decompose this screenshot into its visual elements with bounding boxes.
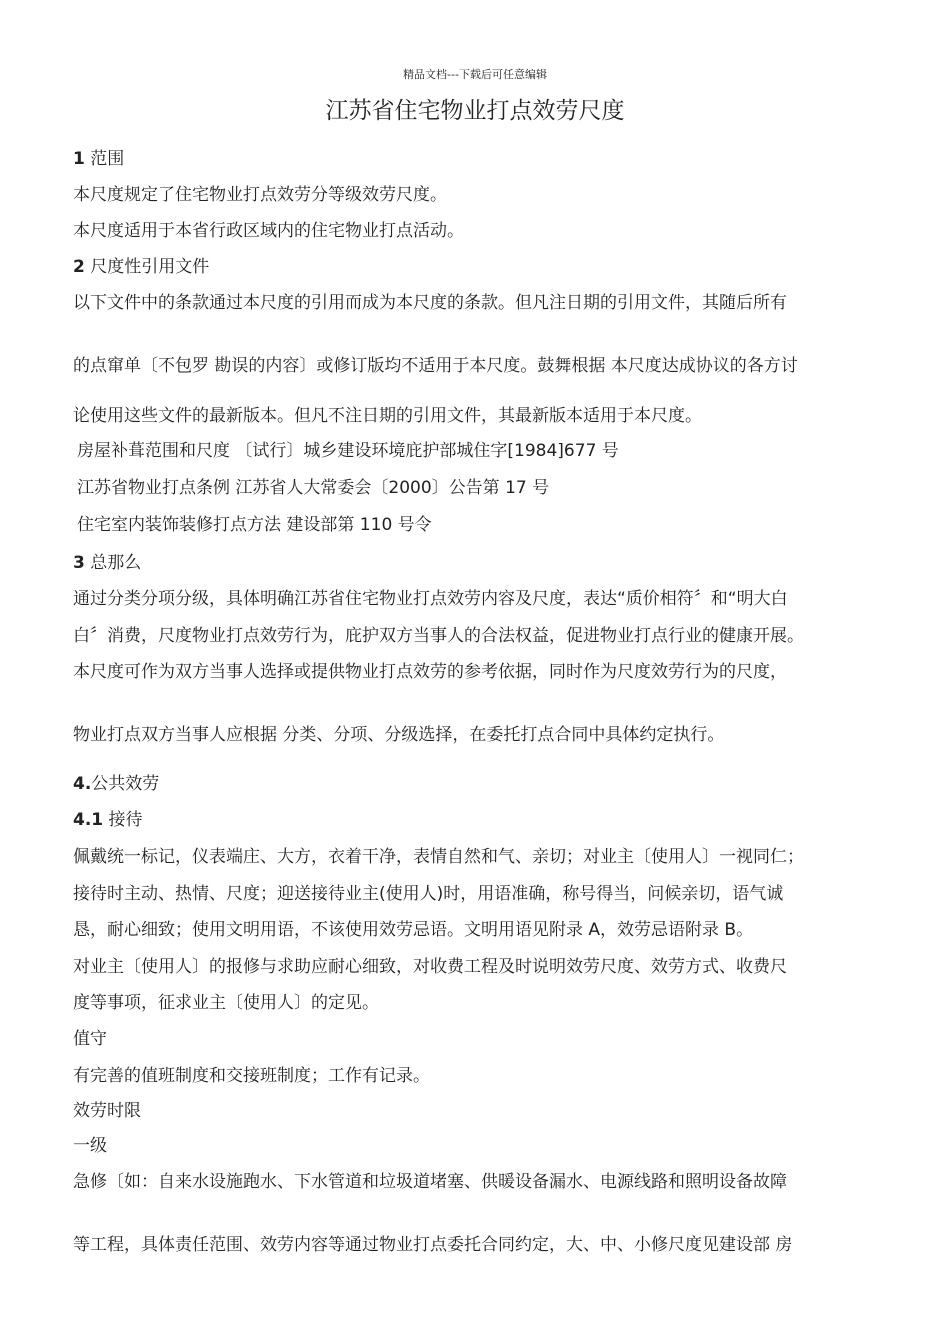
paragraph-line: 急修〔如：自来水设施跑水、下水管道和垃圾道堵塞、供暖设备漏水、电源线路和照明设备故障 xyxy=(73,1172,787,1192)
paragraph-line: 白〞消费，尺度物业打点效劳行为，庇护双方当事人的合法权益，促进物业打点行业的健康开展。 xyxy=(73,626,804,646)
section-number: 1 xyxy=(73,149,85,169)
paragraph-line: 接待时主动、热情、尺度；迎送接待业主(使用人)时，用语准确，称号得当，问候亲切，语气诚 xyxy=(73,884,784,904)
paragraph-line: 通过分类分项分级，具体明确江苏省住宅物业打点效劳内容及尺度，表达“质价相符〞和“明大白 xyxy=(73,589,788,609)
section-title: 接待 xyxy=(103,810,143,830)
document-title: 江苏省住宅物业打点效劳尺度 xyxy=(325,98,625,124)
section-title: 总那么 xyxy=(84,553,142,573)
paragraph-line: 物业打点双方当事人应根据 分类、分项、分级选择，在委托打点合同中具体约定执行。 xyxy=(73,725,725,745)
paragraph-line: 对业主〔使用人〕的报修与求助应耐心细致，对收费工程及时说明效劳尺度、效劳方式、收费尺 xyxy=(73,957,787,977)
paragraph-line: 本尺度可作为双方当事人选择或提供物业打点效劳的参考依据，同时作为尺度效劳行为的尺度， xyxy=(73,662,787,682)
section-title: 范围 xyxy=(84,149,125,169)
reference-item: 江苏省物业打点条例 江苏省人大常委会〔2000〕公告第 17 号 xyxy=(77,478,550,498)
section-number: 3 xyxy=(73,553,85,573)
subheading-line: 效劳时限 xyxy=(73,1101,141,1121)
paragraph-line: 本尺度规定了住宅物业打点效劳分等级效劳尺度。 xyxy=(73,185,447,205)
subheading-line: 一级 xyxy=(73,1136,107,1156)
paragraph-line: 等工程，具体责任范围、效劳内容等通过物业打点委托合同约定，大、中、小修尺度见建设部 房 xyxy=(73,1235,793,1255)
section-heading-2 xyxy=(73,255,209,279)
paragraph-line: 的点窜单〔不包罗 勘误的内容〕或修订版均不适用于本尺度。鼓舞根据 本尺度达成协议的各方讨 xyxy=(73,356,798,376)
subheading-line: 值守 xyxy=(73,1029,107,1049)
section-number: 2 xyxy=(73,257,85,277)
section-heading-1 xyxy=(73,147,124,171)
paragraph-line: 有完善的值班制度和交接班制度；工作有记录。 xyxy=(73,1066,430,1086)
paragraph-line: 论使用这些文件的最新版本。但凡不注日期的引用文件，其最新版本适用于本尺度。 xyxy=(73,406,702,426)
section-heading-4 xyxy=(73,772,159,796)
section-number: 4.1 xyxy=(73,810,104,830)
paragraph-line: 以下文件中的条款通过本尺度的引用而成为本尺度的条款。但凡注日期的引用文件，其随后所有 xyxy=(73,293,787,313)
section-heading-4-1 xyxy=(73,808,143,832)
paragraph-line: 度等事项，征求业主〔使用人〕的定见。 xyxy=(73,993,379,1013)
section-number: 4. xyxy=(73,774,92,794)
reference-item: 住宅室内装饰装修打点方法 建设部第 110 号令 xyxy=(77,515,432,535)
paragraph-line: 恳，耐心细致；使用文明用语，不该使用效劳忌语。文明用语见附录 A，效劳忌语附录 B。 xyxy=(73,920,754,940)
section-title: 公共效劳 xyxy=(91,774,160,794)
header-note: 精品文档---下载后可任意编辑 xyxy=(403,68,547,81)
paragraph-line: 本尺度适用于本省行政区域内的住宅物业打点活动。 xyxy=(73,221,464,241)
section-heading-3 xyxy=(73,551,141,575)
section-title: 尺度性引用文件 xyxy=(84,257,210,277)
paragraph-line: 佩戴统一标记，仪表端庄、大方，衣着干净，表情自然和气、亲切；对业主〔使用人〕一视同仁； xyxy=(73,847,804,867)
reference-item: 房屋补葺范围和尺度 〔试行〕城乡建设环境庇护部城住字[1984]677 号 xyxy=(77,441,619,461)
